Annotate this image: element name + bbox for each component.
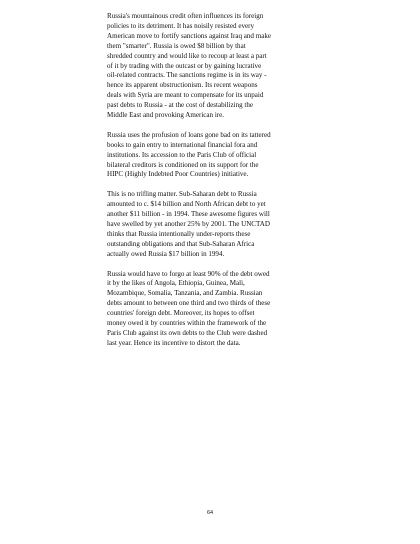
text-line: Russia would have to forgo at least 90% of the debt owed: [107, 269, 270, 278]
text-line: This is no trifling matter. Sub-Saharan debt to Russia: [107, 190, 257, 199]
text-line: amounted to c. $14 billion and North African debt to yet: [107, 200, 266, 209]
text-line: hence its apparent obstructionism. Its recent weapons: [107, 81, 258, 90]
text-line: American move to fortify sanctions against Iraq and make: [107, 31, 271, 40]
paragraph-debt-forgiveness: [107, 270, 327, 349]
text-line: outstanding obligations and that Sub-Saharan Africa: [107, 239, 255, 248]
text-line: Middle East and provoking American ire.: [107, 111, 225, 120]
text-line: HIPC (Highly Indebted Poor Countries) initiative.: [107, 170, 249, 179]
page-number: 64: [206, 510, 214, 516]
text-column: [107, 12, 327, 359]
paragraph-paris-club: [107, 131, 327, 181]
text-line: countries' foreign debt. Moreover, its hopes to offset: [107, 309, 255, 318]
text-line: books to gain entry to international financial fora and: [107, 140, 258, 149]
text-line: Paris Club against its own debts to the Club were dashed: [107, 328, 268, 337]
text-line: of it by trading with the outcast or by gaining lucrative: [107, 61, 262, 70]
text-line: another $11 billion - in 1994. These awesome figures will: [107, 210, 270, 219]
text-line: bilateral creditors is conditioned on its support for the: [107, 160, 259, 169]
text-line: policies to its detriment. It has noisily resisted every: [107, 21, 254, 30]
text-line: oil-related contracts. The sanctions regime is in its way -: [107, 71, 267, 80]
text-line: debts amount to between one third and two thirds of these: [107, 299, 271, 308]
text-line: Russia uses the profusion of loans gone bad on its tattered: [107, 130, 271, 139]
text-line: institutions. Its accession to the Paris Club of official: [107, 150, 257, 159]
text-line: deals with Syria are meant to compensate for its unpaid: [107, 91, 264, 100]
text-line: past debts to Russia - at the cost of destabilizing the: [107, 101, 253, 110]
text-line: thinks that Russia intentionally under-reports these: [107, 229, 251, 238]
text-line: them "smarter". Russia is owed $8 billion by that: [107, 41, 246, 50]
text-line: shredded country and would like to recoup at least a part: [107, 51, 267, 60]
text-line: actually owed Russia $17 billion in 1994.: [107, 249, 225, 258]
text-line: Mozambique, Somalia, Tanzania, and Zambia. Russian: [107, 289, 263, 298]
text-line: last year. Hence its incentive to distort the data.: [107, 338, 241, 347]
paragraph-african-debt: [107, 190, 327, 259]
text-line: Russia's mountainous credit often influences its foreign: [107, 12, 264, 20]
paragraph-iraq-syria: [107, 12, 327, 121]
text-line: it by the likes of Angola, Ethiopia, Guinea, Mali,: [107, 279, 245, 288]
text-line: money owed it by countries within the framework of the: [107, 319, 267, 328]
text-line: have swelled by yet another 25% by 2001. The UNCTAD: [107, 220, 270, 228]
